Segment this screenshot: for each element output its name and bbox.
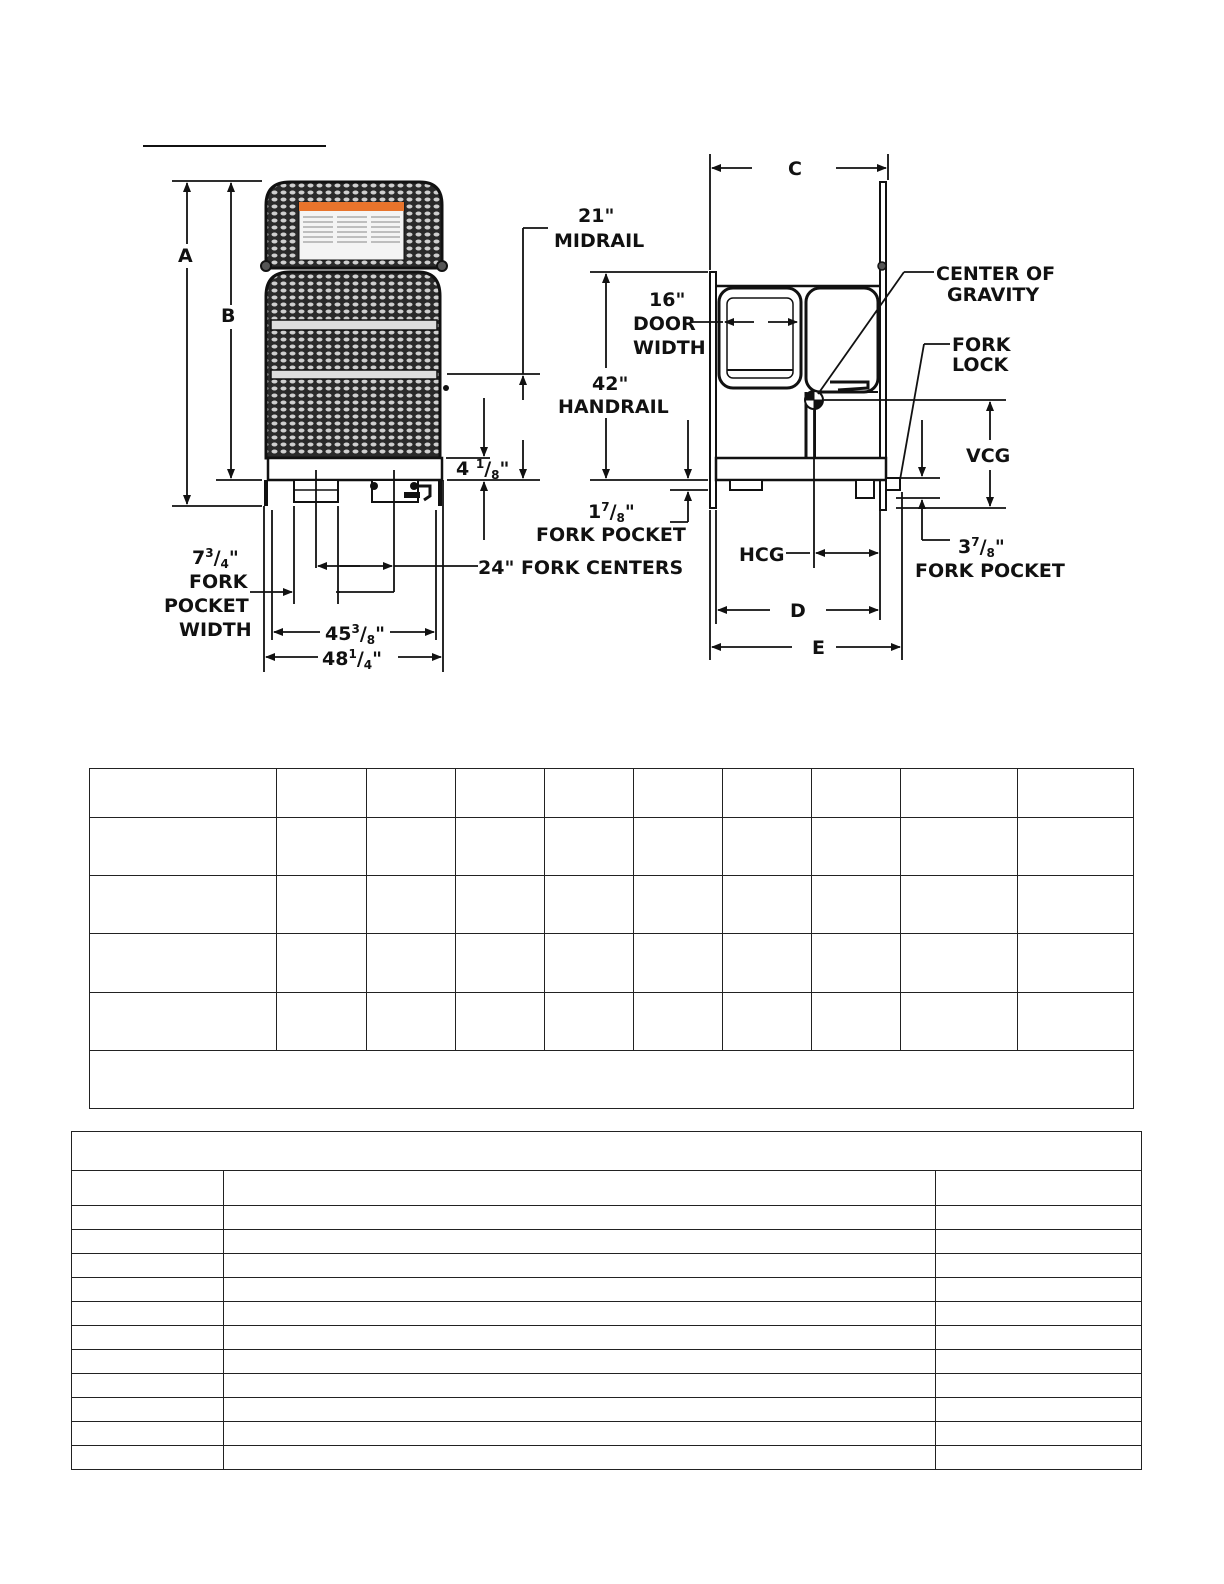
- dim-a-label: A: [178, 245, 193, 267]
- fork-pocket-1-value: $1^7/_8$": [588, 500, 635, 525]
- fork-lock-line2: LOCK: [952, 354, 1009, 376]
- fork-pocket-width-line1: FORK: [189, 571, 248, 593]
- fork-pocket-width-value: $7^3/_4$": [192, 546, 239, 571]
- front-view: [261, 182, 449, 506]
- fork-pocket-1-label: FORK POCKET: [536, 524, 686, 546]
- deck-height-label: 4 $^1/_8$": [456, 457, 510, 482]
- specification-table: [89, 768, 1134, 1109]
- inner-width-label: $45^3/_8$": [325, 622, 386, 647]
- handrail-label: HANDRAIL: [558, 396, 669, 418]
- parts-table: [71, 1131, 1142, 1470]
- fp1-den: 8: [616, 511, 625, 525]
- warning-label-icon: [299, 202, 404, 260]
- cog-line2: GRAVITY: [947, 284, 1040, 306]
- parts-row: [72, 1422, 1142, 1446]
- fpw-unit: ": [228, 547, 239, 569]
- fpw-den: 4: [220, 557, 229, 571]
- spec-header-row: [90, 769, 1134, 818]
- deck-height-num: 1: [475, 457, 485, 471]
- iw-unit: ": [375, 623, 386, 645]
- dim-d-label: D: [790, 600, 806, 622]
- spec-row: [90, 876, 1134, 934]
- side-deck: [716, 458, 886, 480]
- ow-den: 4: [363, 658, 373, 672]
- fp2-den: 8: [986, 546, 995, 560]
- parts-title-row: [72, 1132, 1142, 1171]
- midrail-value: 21": [578, 205, 615, 227]
- fp1-num: 7: [601, 500, 610, 514]
- fork-pocket-2-value: $3^7/_8$": [958, 535, 1005, 560]
- ow-num: 1: [348, 647, 357, 661]
- deck-height-whole: 4: [456, 458, 476, 480]
- parts-row: [72, 1206, 1142, 1230]
- fork-pocket-2-label: FORK POCKET: [915, 560, 1065, 582]
- parts-header-row: [72, 1171, 1142, 1206]
- spec-row: [90, 934, 1134, 992]
- hcg-label: HCG: [739, 544, 785, 566]
- door-width-line2: WIDTH: [633, 337, 706, 359]
- cog-line1: CENTER OF: [936, 263, 1056, 285]
- parts-row: [72, 1254, 1142, 1278]
- side-door-frame: [719, 288, 801, 388]
- fpw-num: 3: [205, 546, 214, 560]
- fork-pocket-width-line2: POCKET: [164, 595, 249, 617]
- vcg-label: VCG: [966, 445, 1011, 467]
- fp2-whole: 3: [958, 536, 972, 558]
- iw-num: 3: [351, 622, 360, 636]
- parts-row: [72, 1302, 1142, 1326]
- parts-row: [72, 1398, 1142, 1422]
- fpw-whole: 7: [192, 547, 206, 569]
- side-view: [710, 182, 900, 510]
- fork-pocket-width-line3: WIDTH: [179, 619, 252, 641]
- dim-e-label: E: [812, 637, 825, 659]
- fp1-unit: ": [624, 501, 635, 523]
- parts-row: [72, 1230, 1142, 1254]
- door-width-value: 16": [649, 289, 686, 311]
- outer-width-label: $48^1/_4$": [322, 647, 383, 672]
- fork-lock-line1: FORK: [952, 334, 1011, 356]
- iw-whole: 45: [325, 623, 352, 645]
- parts-row: [72, 1374, 1142, 1398]
- handrail-value: 42": [592, 373, 629, 395]
- fork-centers-label: 24" FORK CENTERS: [478, 557, 684, 579]
- technical-drawing: [0, 0, 1224, 740]
- midrail-label: MIDRAIL: [554, 230, 645, 252]
- dim-c-label: C: [788, 158, 802, 180]
- deck-height-den: 8: [491, 468, 500, 482]
- ow-unit: ": [372, 648, 383, 670]
- spec-row: [90, 818, 1134, 876]
- fp2-num: 7: [971, 535, 980, 549]
- ow-whole: 48: [322, 648, 349, 670]
- fp2-unit: ": [994, 536, 1005, 558]
- front-deck: [268, 458, 442, 480]
- deck-height-unit: ": [499, 458, 510, 480]
- spec-row: [90, 992, 1134, 1050]
- iw-den: 8: [366, 633, 376, 647]
- parts-row: [72, 1446, 1142, 1470]
- door-width-line1: DOOR: [633, 313, 696, 335]
- dim-b-label: B: [221, 305, 236, 327]
- fp1-whole: 1: [588, 501, 602, 523]
- parts-row: [72, 1350, 1142, 1374]
- front-lower-guard: [266, 272, 440, 458]
- parts-row: [72, 1326, 1142, 1350]
- spec-note-row: [90, 1050, 1134, 1108]
- parts-row: [72, 1278, 1142, 1302]
